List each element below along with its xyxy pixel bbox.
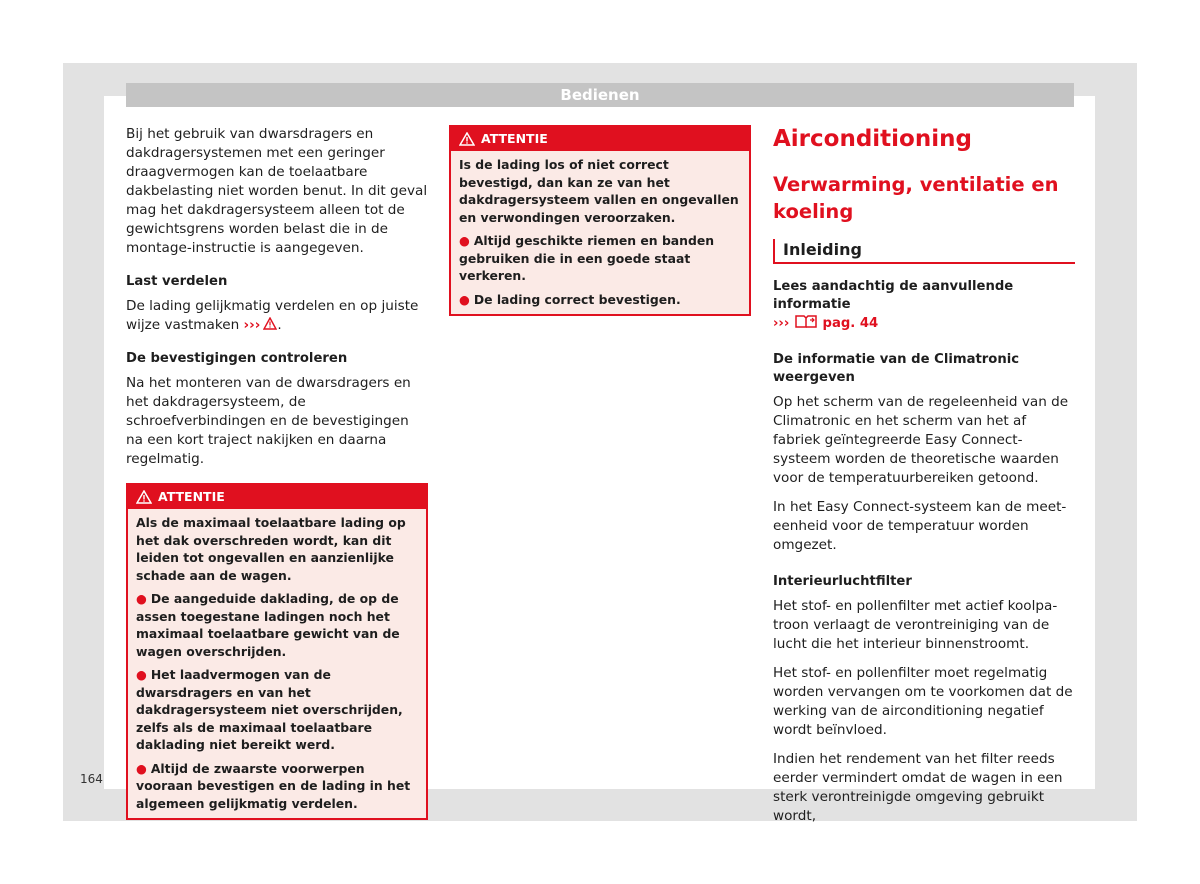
warning-intro: Als de maximaal toelaatbare lading op het dak overschreden wordt, kan dit leiden tot ongevallen en aanzienlijke schade aan de wagen.	[136, 515, 406, 583]
heading-bevestigingen: De bevestigingen controleren	[126, 351, 348, 366]
warning-bullet	[136, 590, 418, 660]
bullet-icon: ●	[136, 667, 147, 682]
bullet-icon: ●	[136, 591, 147, 606]
column-right	[773, 125, 1075, 836]
warning-bullet	[459, 291, 741, 309]
warning-header	[451, 127, 749, 151]
column-middle	[449, 125, 751, 316]
paragraph-text: De lading gelijkmatig verdelen en op juiste wijze vastmaken	[126, 298, 419, 333]
paragraph-end: .	[277, 317, 282, 333]
warning-header	[128, 485, 426, 509]
heading-interieurluchtfilter: Interieurluchtfilter	[773, 574, 912, 589]
bullet-text: De lading correct bevestigen.	[473, 291, 681, 307]
intro-paragraph: Bij het gebruik van dwarsdragers en dakdragersystemen met een geringer draagvermogen kan de toelaatbare dakbelasting niet worden benut. In dit geval mag het dakdragersysteem alleen tot de gewichtsgrens worden belast die in de montage-instructie is aangegeven.	[126, 126, 428, 256]
section-title: Verwarming, ventilatie en koeling	[773, 173, 1059, 223]
paragraph-easy-connect: In het Easy Connect-systeem kan de meeteenheid voor de temperatuur worden omgezet.	[773, 499, 1067, 553]
subsection-title: Inleiding	[773, 239, 1075, 264]
reference-page-link[interactable]: pag. 44	[822, 316, 879, 331]
chapter-title: Airconditioning	[773, 126, 972, 152]
paragraph-filter-3: Indien het rendement van het filter reeds eerder vermindert omdat de wagen in een sterk verontreinigde omgeving gebruikt wordt,	[773, 751, 1063, 824]
paragraph-filter-1: Het stof- en pollenfilter met actief koolpatroon verlaagt de verontreiniging van de lucht die het interieur binnenstroomt.	[773, 598, 1058, 652]
warning-box	[449, 125, 751, 316]
page-header: Bedienen	[126, 83, 1074, 107]
paragraph-last-verdelen	[126, 297, 428, 335]
heading-climatronic: De informatie van de Climatronic weergeven	[773, 352, 1020, 385]
paragraph-filter-2: Het stof- en pollenfilter moet regelmatig worden vervangen om te voorkomen dat de werking van de airconditioning negatief wordt beïnvloed.	[773, 665, 1073, 738]
warning-intro: Is de lading los of niet correct bevestigd, dan kan ze van het dakdragersysteem vallen en ongevallen en verwondingen veroorzaken.	[459, 157, 739, 225]
bullet-icon: ●	[459, 233, 470, 248]
reference-note	[773, 278, 1075, 333]
warning-triangle-icon	[263, 317, 277, 330]
reference-arrows: ›››	[773, 316, 790, 331]
page-number: 164	[80, 772, 103, 786]
heading-last-verdelen: Last verdelen	[126, 274, 228, 289]
warning-body	[451, 151, 749, 314]
warning-bullet	[459, 232, 741, 285]
warning-label: ATTENTIE	[481, 131, 548, 146]
column-left	[126, 125, 428, 820]
bullet-text: Het laadvermogen van de dwarsdragers en van het dakdragersysteem niet overschrijden, zelfs als de maximaal toelaatbare daklading niet bereikt werd.	[136, 667, 403, 752]
warning-bullet	[136, 666, 418, 754]
warning-triangle-icon	[136, 490, 152, 504]
reference-text: Lees aandachtig de aanvullende informatie	[773, 279, 1014, 312]
book-reference-icon	[794, 314, 818, 329]
warning-triangle-icon	[459, 132, 475, 146]
bullet-text: Altijd de zwaarste voorwerpen vooraan bevestigen en de lading in het algemeen gelijkmatig verdelen.	[136, 760, 411, 811]
paragraph-climatronic: Op het scherm van de regeleenheid van de Climatronic en het scherm van het af fabriek geïntegreerde Easy Connect-systeem worden de theoretische waarden voor de temperatuurbereiken getoond.	[773, 394, 1069, 486]
warning-box	[126, 483, 428, 820]
warning-label: ATTENTIE	[158, 489, 225, 504]
paragraph-bevestigingen: Na het monteren van de dwarsdragers en het dakdragersysteem, de schroefverbindingen en de bevestigingen na een kort traject nakijken en daarna regelmatig.	[126, 375, 411, 467]
bullet-icon: ●	[136, 760, 147, 776]
reference-arrows: ›››	[243, 317, 261, 333]
bullet-text: De aangeduide daklading, de op de assen toegestane ladingen noch het maximaal toelaatbare gewicht van de wagen overschrijden.	[136, 591, 400, 659]
warning-body	[128, 509, 426, 818]
warning-bullet	[136, 760, 418, 813]
bullet-icon: ●	[459, 291, 470, 307]
bullet-text: Altijd geschikte riemen en banden gebruiken die in een goede staat verkeren.	[459, 233, 715, 283]
